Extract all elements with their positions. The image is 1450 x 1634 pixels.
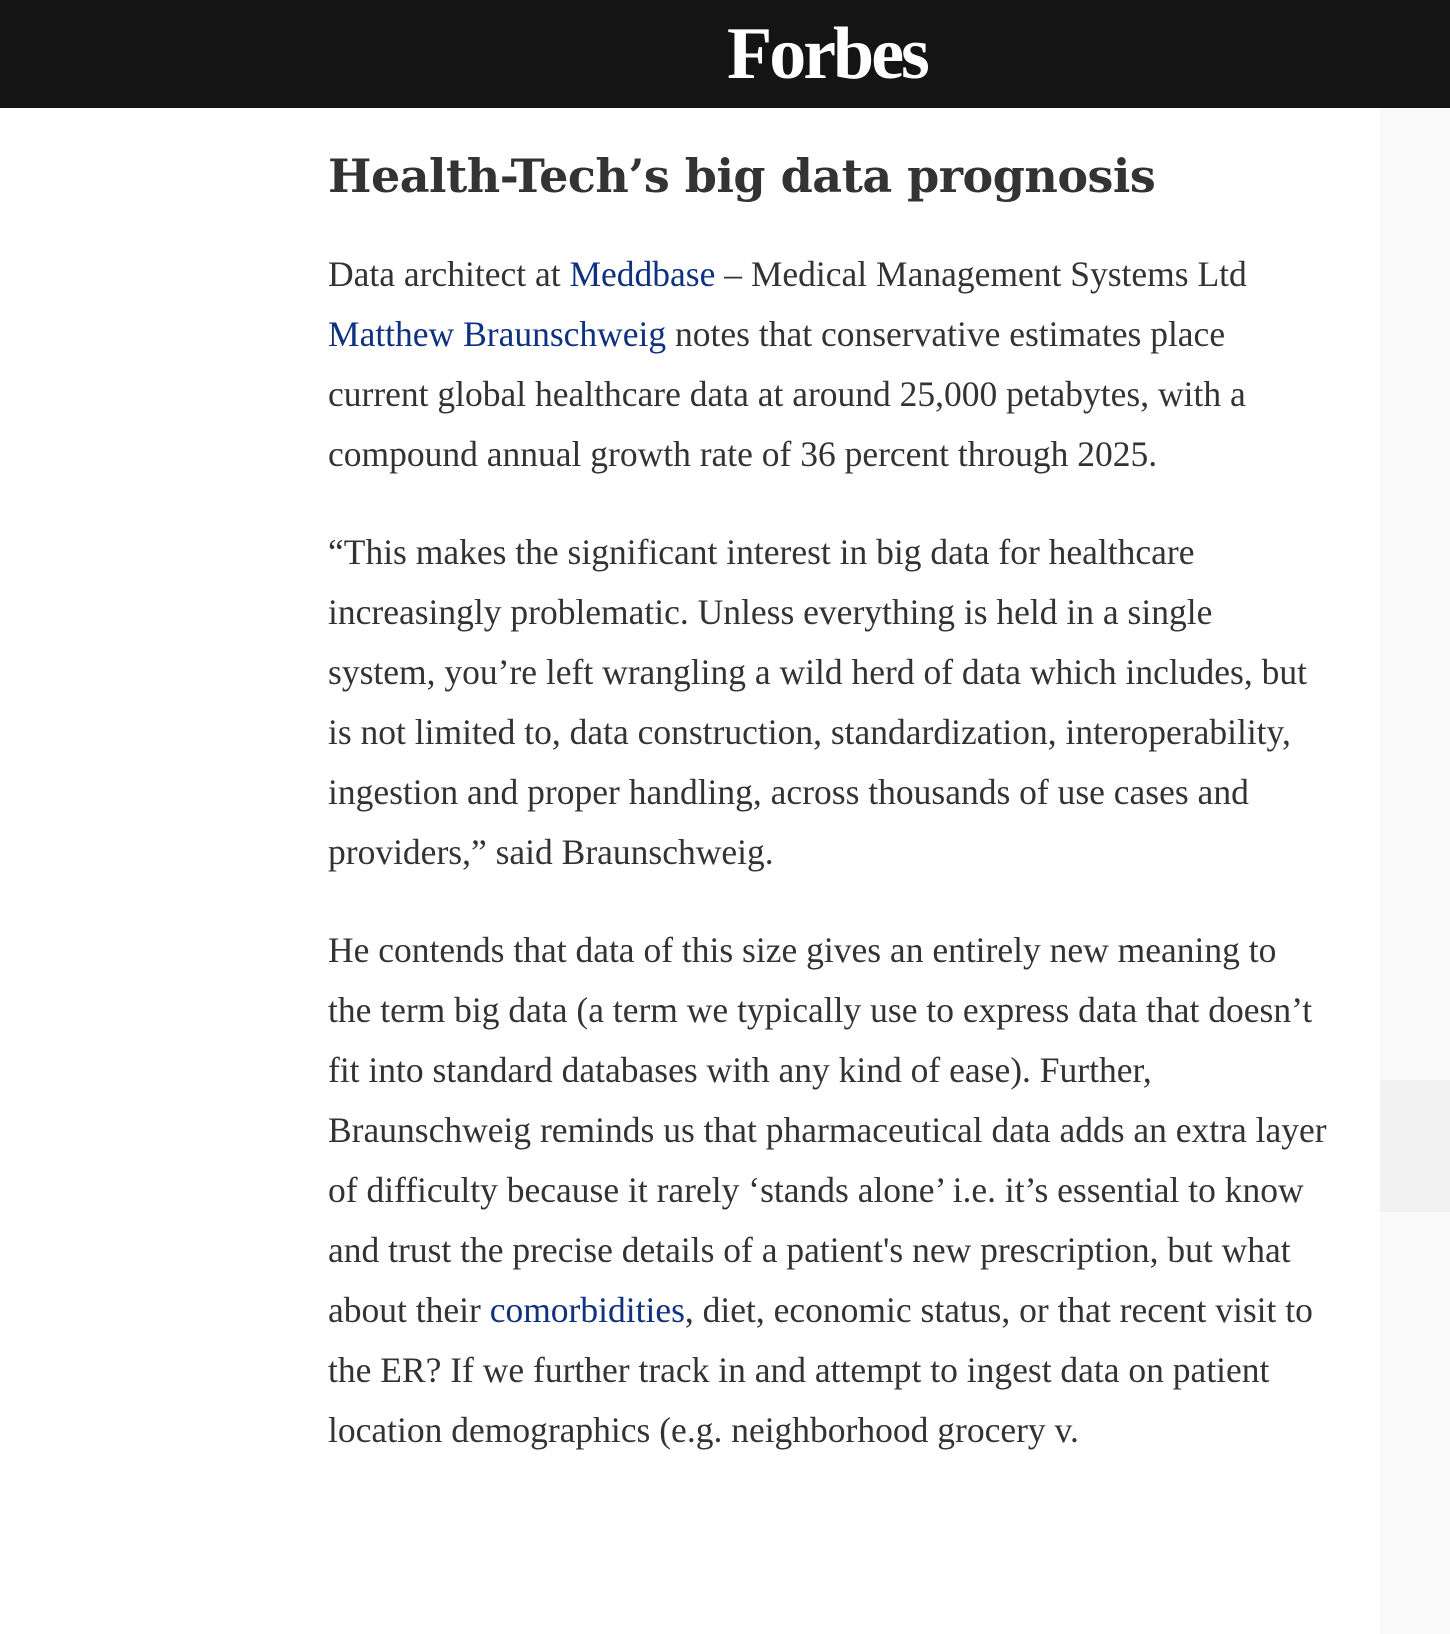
right-gutter [1380,108,1450,1634]
meddbase-link[interactable]: Meddbase [569,254,716,294]
article-subheading: Health-Tech’s big data prognosis [328,149,1156,203]
forbes-logo[interactable]: Forbes [727,13,927,95]
paragraph-1-text-a: Data architect at [328,254,570,294]
matthew-braunschweig-link[interactable]: Matthew Braunschweig [328,314,667,354]
right-gutter-shade [1380,1080,1450,1212]
paragraph-3-text-a: He contends that data of this size gives an entirely new meaning to the term big data (a term we typically use to express data that doesn’t fit into standard databases with any kind of ease). Further, Braunschweig reminds us that pharmaceutical data adds an extra layer of difficulty because it rarely ‘stands alone’ i.e. it’s essential to know and trust the precise details of a patient's new prescription, but what about their [328,930,1327,1330]
article-body [328,140,1328,1498]
article-paragraph-3 [328,920,1328,1460]
top-navigation-bar [0,0,1450,108]
paragraph-3-text-b: , diet, economic status, or that recent visit to the ER? If we further track in and attempt to ingest data on patient location demographics (e.g. neighborhood grocery v. [328,1290,1313,1450]
article-paragraph-2 [328,522,1328,882]
article-paragraph-1 [328,244,1328,484]
paragraph-2-text: “This makes the significant interest in big data for healthcare increasingly problematic. Unless everything is held in a single system, you’re left wrangling a wild herd of data which includes, but is not limited to, data construction, standardization, interoperability, ingestion and proper handling, across thousands of use cases and providers,” said Braunschweig. [328,532,1307,872]
paragraph-1-text-c: notes that conservative estimates place current global healthcare data at around 25,000 petabytes, with a compound annual growth rate of 36 percent through 2025. [328,314,1246,474]
paragraph-1-text-b: – Medical Management Systems Ltd [715,254,1247,294]
comorbidities-link[interactable]: comorbidities [489,1290,685,1330]
